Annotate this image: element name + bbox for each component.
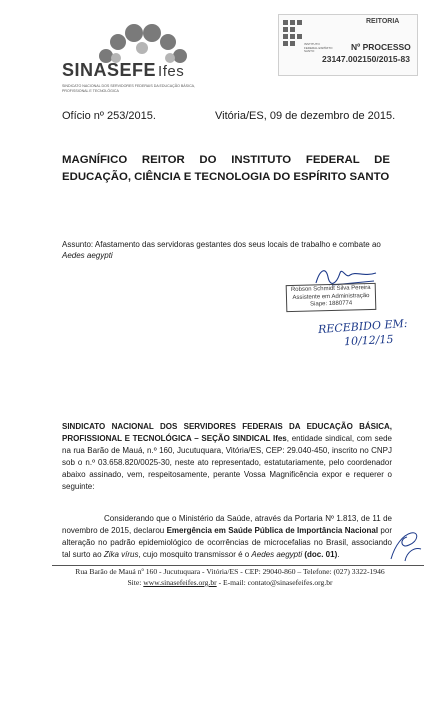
logo-wordmark: SINASEFE Ifes xyxy=(62,60,185,80)
paragraph-intro-text: , entidade sindical, com sede na rua Barão de Mauá, n.º 160, Jucutuquara, Vitória/ES, CEP: 29.040-450, inscrito no CNPJ sob o n.º 03.658.820/0025-30, neste ato representado, estatutariamente, pelo coordenador abaixo assinado, vem, respeitosamente, perante Vossa Magnificência expor e requerer o seguinte: xyxy=(62,434,392,491)
letter-date: Vitória/ES, 09 de dezembro de 2015. xyxy=(215,110,396,122)
footer-address: Rua Barão de Mauá nº 160 - Jucutuquara - Vitória/ES - CEP: 29040-860 – Telefone: (027) 3322-1946 xyxy=(75,567,385,576)
p2-italic2: Aedes aegypti xyxy=(251,550,303,559)
logo-suffix: Ifes xyxy=(158,63,185,80)
ifes-grid-icon xyxy=(283,20,303,48)
footer-contact xyxy=(60,577,400,588)
signature-siape: Siape: 1880774 xyxy=(310,300,353,308)
subject-text: Assunto: Afastamento das servidoras gestantes dos seus locais de trabalho e combate ao xyxy=(62,240,381,249)
paragraph-considering xyxy=(62,513,392,561)
p2-text3: , cujo mosquito transmissor é o xyxy=(138,550,252,559)
subject-line xyxy=(62,239,392,261)
signature-role: Assistente em Administração xyxy=(292,292,370,301)
received-note: RECEBIDO EM: xyxy=(317,316,408,337)
received-date: 10/12/15 xyxy=(343,332,394,349)
sinasefe-logo-icon xyxy=(92,22,192,64)
footer-email[interactable]: contato@sinasefeifes.org.br xyxy=(247,578,333,587)
p2-italic1: Zika vírus xyxy=(103,550,139,559)
signature-name: Robson Schmidt Silva Pereira xyxy=(290,284,371,294)
p2-text4: . xyxy=(337,550,340,559)
signature-stamp xyxy=(286,283,377,312)
p2-text2: por alteração no padrão epidemiológico de ocorrências de microcefalias no Brasil, associando tal surto ao xyxy=(62,526,392,559)
subject-italic: Aedes aegypti xyxy=(62,251,113,260)
addressee-heading: MAGNÍFICO REITOR DO INSTITUTO FEDERAL DE EDUCAÇÃO, CIÊNCIA E TECNOLOGIA DO ESPÍRITO SANTO xyxy=(62,154,390,183)
logo-subtitle: SINDICATO NACIONAL DOS SERVIDORES FEDERAIS DA EDUCAÇÃO BÁSICA, PROFISSIONAL E TECNOLÓGICA xyxy=(62,84,196,93)
stamp-process-number: 23147.002150/2015-83 xyxy=(322,54,410,64)
p2-bold1: Emergência em Saúde Pública de Importância Nacional xyxy=(166,526,379,535)
stamp-institution: INSTITUTO FEDERAL ESPÍRITO SANTO xyxy=(304,42,333,54)
initials-scribble-icon xyxy=(385,525,425,565)
footer-email-label: - E-mail: xyxy=(216,578,248,587)
footer-site-link[interactable]: www.sinasefeifes.org.br xyxy=(143,578,217,587)
p2-bold2: (doc. 01) xyxy=(302,550,338,559)
stamp-reitoria: REITORIA xyxy=(366,18,400,25)
p2-text1: Considerando que o Ministério da Saúde, através da Portaria Nº 1.813, de 11 de novembro de 2015, declarou xyxy=(62,514,392,535)
paragraph-intro-bold: SINDICATO NACIONAL DOS SERVIDORES FEDERAIS DA EDUCAÇÃO BÁSICA, PROFISSIONAL E TECNOLÓGICA – SEÇÃO SINDICAL Ifes xyxy=(62,422,392,443)
stamp-process-label: Nº PROCESSO xyxy=(351,42,411,52)
oficio-number: Ofício nº 253/2015. xyxy=(62,110,156,122)
paragraph-intro xyxy=(62,421,392,493)
footer-site-label: Site: xyxy=(127,578,144,587)
